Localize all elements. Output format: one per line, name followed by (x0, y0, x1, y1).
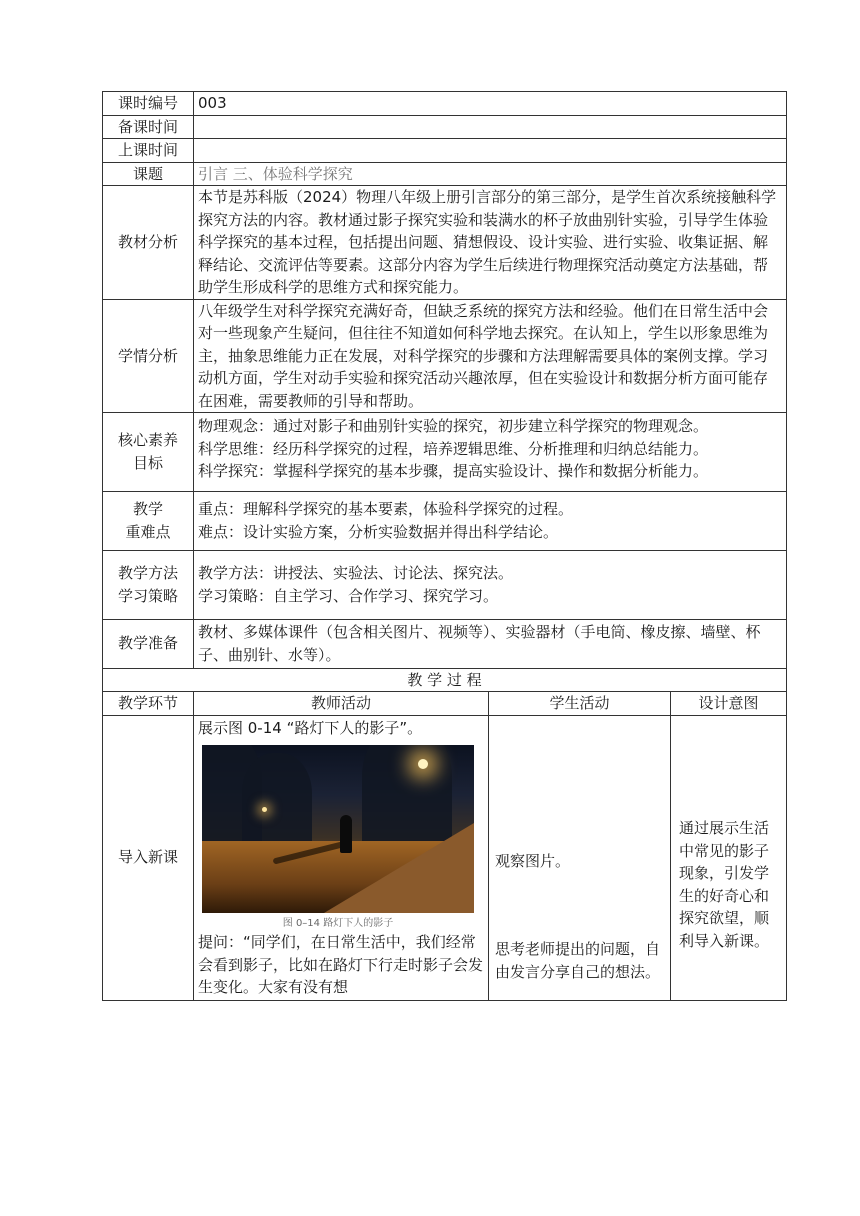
label-lesson-number: 课时编号 (103, 92, 194, 116)
label-topic: 课题 (103, 162, 194, 186)
goal-item: 物理观念：通过对影子和曲别针实验的探究，初步建立科学探究的物理观念。 (198, 417, 709, 435)
process-title: 教 学 过 程 (103, 668, 787, 692)
value-lesson-number: 003 (194, 92, 787, 116)
value-class-time (194, 139, 787, 163)
street-lamp-shadow-photo (202, 745, 474, 913)
label-class-time: 上课时间 (103, 139, 194, 163)
row-process-headers (103, 692, 787, 716)
label-key-points-line1: 教学 (132, 500, 163, 518)
header-teacher: 教师活动 (194, 692, 489, 716)
row-key-points (103, 491, 787, 550)
goal-item: 科学思维：经历科学探究的过程，培养逻辑思维、分析推理和归纳总结能力。 (198, 439, 709, 458)
row-core-goals (103, 413, 787, 492)
teacher-activity-top: 展示图 0-14 “路灯下人的影子”。 (198, 718, 423, 737)
row-methods (103, 550, 787, 619)
label-preparation: 教学准备 (103, 619, 194, 668)
teacher-activity-intro (194, 715, 489, 1000)
student-activity-observe: 观察图片。 (495, 851, 571, 870)
row-intro (103, 715, 787, 1000)
row-preparation (103, 619, 787, 668)
student-activity-think: 思考老师提出的问题，自由发言分享自己的想法。 (495, 940, 661, 981)
lesson-plan-table (102, 91, 787, 1001)
row-class-time (103, 139, 787, 163)
label-methods-line2: 学习策略 (117, 586, 178, 605)
value-student-analysis: 八年级学生对科学探究充满好奇，但缺乏系统的探究方法和经验。他们在日常生活中会对一些现象产生疑问，但往往不知道如何科学地去探究。在认知上，学生以形象思维为主，抽象思维能力正在发展，对科学探究的步骤和方法理解需要具体的案例支撑。学习动机方面，学生对动手实验和探究活动兴趣浓厚，但在实验设计和数据分析方面可能存在困难，需要教师的引导和帮助。 (194, 299, 787, 413)
value-methods (194, 550, 787, 619)
label-key-points-line2: 重难点 (125, 522, 171, 541)
row-topic (103, 162, 787, 186)
value-material-analysis: 本节是苏科版（2024）物理八年级上册引言部分的第三部分，是学生首次系统接触科学探究方法的内容。教材通过影子探究实验和装满水的杯子放曲别针实验，引导学生体验科学探究的基本过程，包括提出问题、猜想假设、设计实验、进行实验、收集证据、解释结论、交流评估等要素。这部分内容为学生后续进行物理探究活动奠定方法基础，帮助学生形成科学的思维方式和探究能力。 (194, 186, 787, 300)
label-methods-line1: 教学方法 (117, 564, 178, 582)
header-stage: 教学环节 (103, 692, 194, 716)
stage-intro: 导入新课 (103, 715, 194, 1000)
header-intent: 设计意图 (671, 692, 787, 716)
label-student-analysis: 学情分析 (103, 299, 194, 413)
figure-caption: 图 0–14 路灯下人的影子 (282, 918, 394, 929)
method-item: 教学方法：讲授法、实验法、讨论法、探究法。 (198, 564, 514, 582)
goal-item: 科学探究：掌握科学探究的基本步骤，提高实验设计、操作和数据分析能力。 (198, 462, 709, 480)
value-prep-time (194, 115, 787, 139)
label-core-goals-line1: 核心素养 (117, 431, 178, 450)
header-student: 学生活动 (489, 692, 671, 716)
value-key-points (194, 491, 787, 550)
person-silhouette (340, 815, 352, 853)
label-core-goals-line2: 目标 (132, 453, 163, 472)
value-topic: 引言 三、体验科学探究 (194, 162, 787, 186)
student-activity-intro (489, 715, 671, 1000)
row-material-analysis (103, 186, 787, 300)
design-intent-intro: 通过展示生活中常见的影子现象，引发学生的好奇心和探究欲望，顺利导入新课。 (671, 715, 787, 1000)
label-material-analysis: 教材分析 (103, 186, 194, 300)
teacher-activity-bottom: 提问：“同学们，在日常生活中，我们经常会看到影子，比如在路灯下行走时影子会发生变化。大家有没有想 (198, 933, 484, 996)
label-methods (103, 550, 194, 619)
street-lamp-light (418, 759, 428, 769)
value-core-goals (194, 413, 787, 492)
row-process-title (103, 668, 787, 692)
label-core-goals (103, 413, 194, 492)
value-preparation: 教材、多媒体课件（包含相关图片、视频等）、实验器材（手电筒、橡皮擦、墙壁、杯子、曲别针、水等）。 (194, 619, 787, 668)
row-prep-time (103, 115, 787, 139)
label-prep-time: 备课时间 (103, 115, 194, 139)
method-item: 学习策略：自主学习、合作学习、探究学习。 (198, 586, 499, 605)
key-point-item: 重点：理解科学探究的基本要素，体验科学探究的过程。 (198, 500, 574, 518)
row-lesson-number (103, 92, 787, 116)
label-key-points (103, 491, 194, 550)
key-point-item: 难点：设计实验方案，分析实验数据并得出科学结论。 (198, 522, 559, 541)
row-student-analysis (103, 299, 787, 413)
